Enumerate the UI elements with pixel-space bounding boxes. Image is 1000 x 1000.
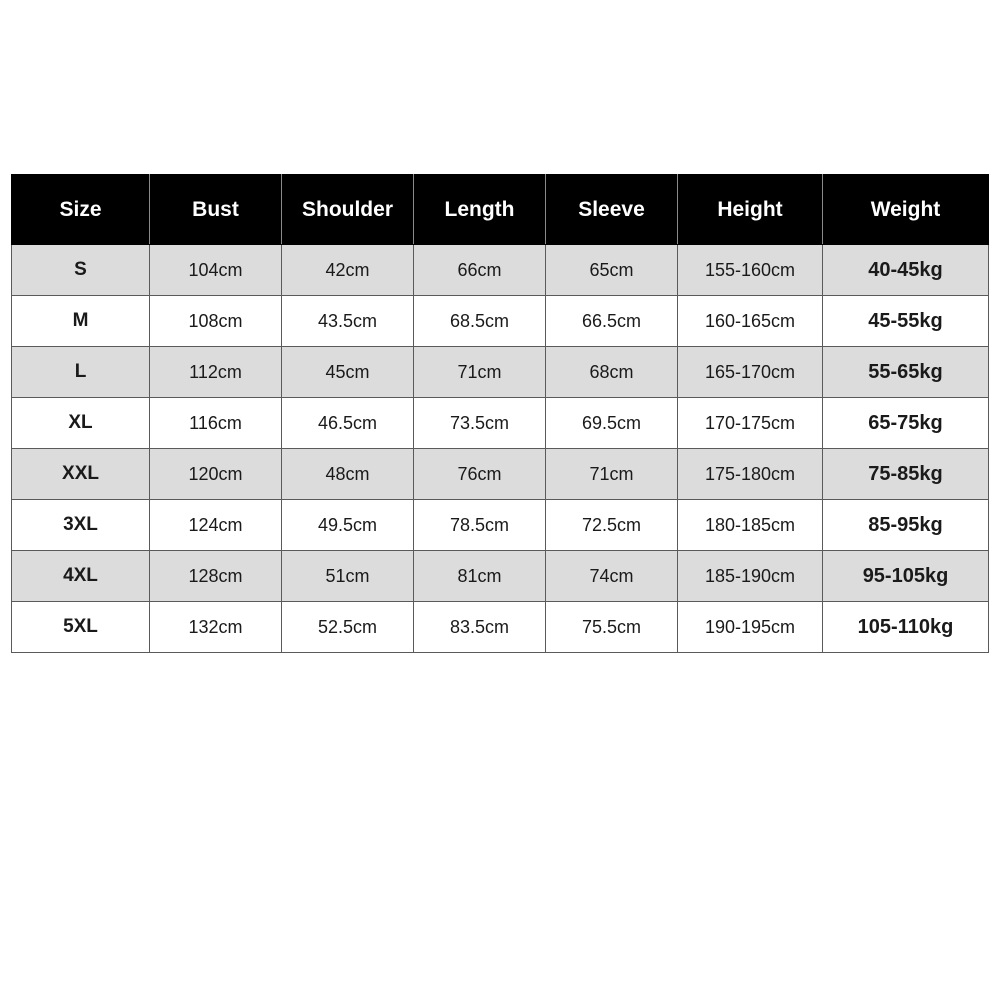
- shoulder-cell: 51cm: [282, 551, 414, 602]
- table-row: [12, 347, 989, 398]
- shoulder-cell: 48cm: [282, 449, 414, 500]
- header-length: Length: [414, 175, 546, 245]
- length-cell: 66cm: [414, 245, 546, 296]
- shoulder-cell: 46.5cm: [282, 398, 414, 449]
- table-row: [12, 449, 989, 500]
- table-row: [12, 398, 989, 449]
- table-row: [12, 602, 989, 653]
- weight-cell: 55-65kg: [823, 347, 989, 398]
- sleeve-cell: 75.5cm: [546, 602, 678, 653]
- weight-cell: 45-55kg: [823, 296, 989, 347]
- height-cell: 160-165cm: [678, 296, 823, 347]
- bust-cell: 104cm: [150, 245, 282, 296]
- sleeve-cell: 65cm: [546, 245, 678, 296]
- length-cell: 73.5cm: [414, 398, 546, 449]
- size-chart-table: [11, 174, 989, 653]
- height-cell: 155-160cm: [678, 245, 823, 296]
- bust-cell: 120cm: [150, 449, 282, 500]
- header-bust: Bust: [150, 175, 282, 245]
- bust-cell: 132cm: [150, 602, 282, 653]
- table-row: [12, 245, 989, 296]
- bust-cell: 124cm: [150, 500, 282, 551]
- sleeve-cell: 66.5cm: [546, 296, 678, 347]
- weight-cell: 105-110kg: [823, 602, 989, 653]
- bust-cell: 116cm: [150, 398, 282, 449]
- weight-cell: 85-95kg: [823, 500, 989, 551]
- length-cell: 83.5cm: [414, 602, 546, 653]
- sleeve-cell: 68cm: [546, 347, 678, 398]
- size-cell: XL: [12, 398, 150, 449]
- table-row: [12, 500, 989, 551]
- size-cell: M: [12, 296, 150, 347]
- length-cell: 71cm: [414, 347, 546, 398]
- length-cell: 68.5cm: [414, 296, 546, 347]
- weight-cell: 65-75kg: [823, 398, 989, 449]
- size-cell: L: [12, 347, 150, 398]
- size-cell: 4XL: [12, 551, 150, 602]
- header-weight: Weight: [823, 175, 989, 245]
- table-row: [12, 296, 989, 347]
- weight-cell: 40-45kg: [823, 245, 989, 296]
- shoulder-cell: 52.5cm: [282, 602, 414, 653]
- bust-cell: 108cm: [150, 296, 282, 347]
- sleeve-cell: 69.5cm: [546, 398, 678, 449]
- size-cell: XXL: [12, 449, 150, 500]
- header-height: Height: [678, 175, 823, 245]
- height-cell: 185-190cm: [678, 551, 823, 602]
- length-cell: 78.5cm: [414, 500, 546, 551]
- height-cell: 180-185cm: [678, 500, 823, 551]
- sleeve-cell: 74cm: [546, 551, 678, 602]
- table-row: [12, 551, 989, 602]
- shoulder-cell: 42cm: [282, 245, 414, 296]
- height-cell: 165-170cm: [678, 347, 823, 398]
- height-cell: 190-195cm: [678, 602, 823, 653]
- sleeve-cell: 71cm: [546, 449, 678, 500]
- weight-cell: 75-85kg: [823, 449, 989, 500]
- shoulder-cell: 45cm: [282, 347, 414, 398]
- header-row: [12, 175, 989, 245]
- size-cell: S: [12, 245, 150, 296]
- header-sleeve: Sleeve: [546, 175, 678, 245]
- height-cell: 170-175cm: [678, 398, 823, 449]
- length-cell: 76cm: [414, 449, 546, 500]
- header-size: Size: [12, 175, 150, 245]
- size-cell: 3XL: [12, 500, 150, 551]
- bust-cell: 128cm: [150, 551, 282, 602]
- sleeve-cell: 72.5cm: [546, 500, 678, 551]
- shoulder-cell: 43.5cm: [282, 296, 414, 347]
- size-cell: 5XL: [12, 602, 150, 653]
- shoulder-cell: 49.5cm: [282, 500, 414, 551]
- header-shoulder: Shoulder: [282, 175, 414, 245]
- height-cell: 175-180cm: [678, 449, 823, 500]
- bust-cell: 112cm: [150, 347, 282, 398]
- length-cell: 81cm: [414, 551, 546, 602]
- weight-cell: 95-105kg: [823, 551, 989, 602]
